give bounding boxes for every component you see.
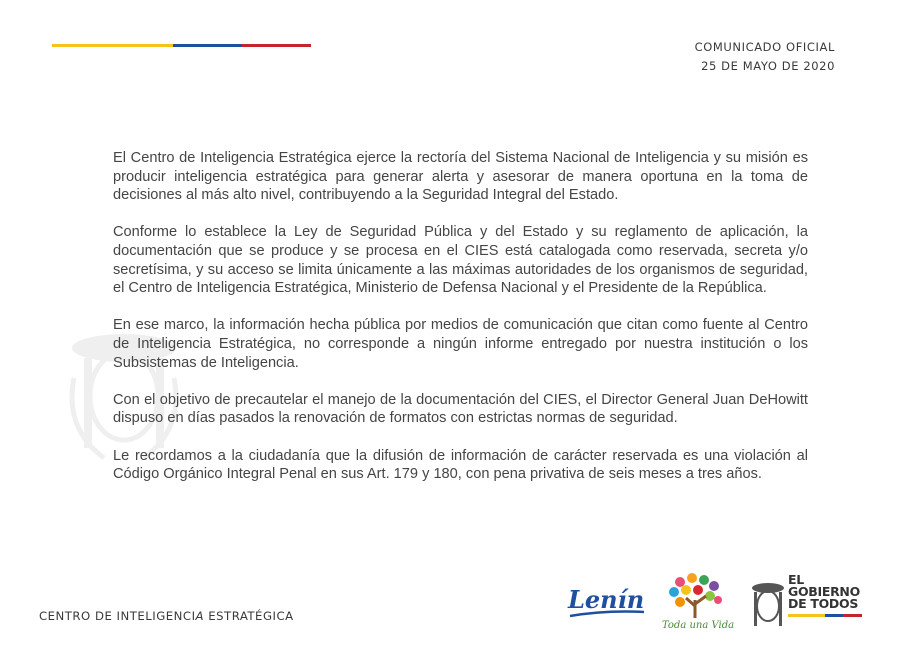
footer-org-name: CENTRO DE INTELIGENCIA ESTRATÉGICA	[39, 609, 294, 623]
communique-body	[113, 149, 808, 502]
flag-yellow-stripe	[52, 44, 173, 47]
paragraph-4: Con el objetivo de precautelar el manejo de la documentación del CIES, el Director General Juan DeHowitt dispuso en días pasados la renovación de formatos con estrictas normas de seguridad.	[113, 391, 808, 427]
footer-logos	[566, 570, 866, 636]
paragraph-1: El Centro de Inteligencia Estratégica ejerce la rectoría del Sistema Nacional de Inteligencia y su misión es producir inteligencia estratégica para generar alerta y asesorar de manera oportuna en la toma de decisiones al más alto nivel, contribuyendo a la Seguridad Integral del Estado.	[113, 150, 808, 204]
document-date: 25 DE MAYO DE 2020	[701, 59, 835, 73]
svg-text:Lenín: Lenín	[568, 585, 645, 614]
gobierno-de-todos-text: EL GOBIERNO DE TODOS	[788, 572, 860, 611]
flag-stripe	[52, 44, 311, 47]
toda-una-vida-caption: Toda una Vida	[662, 620, 735, 631]
paragraph-2: Conforme lo establece la Ley de Seguridad Pública y del Estado y su reglamento de aplicación, la documentación que se produce y se procesa en el CIES está catalogada como reservada, secreta y/o secretísima, y su acceso se limita únicamente a las máximas autoridades de los organismos de seguridad, el Centro de Inteligencia Estratégica, Ministerio de Defensa Nacional y el Presidente de la República.	[113, 224, 808, 297]
document-type: COMUNICADO OFICIAL	[694, 40, 835, 54]
paragraph-5: Le recordamos a la ciudadanía que la difusión de información de carácter reservada es una violación al Código Orgánico Integral Penal en sus Art. 179 y 180, con pena privativa de seis meses a tres años.	[113, 447, 808, 483]
paragraph-3: En ese marco, la información hecha pública por medios de comunicación que citan como fuente al Centro de Inteligencia Estratégica, no corresponde a ningún informe entregado por nuestra institución o los Subsistemas de Inteligencia.	[113, 317, 808, 371]
flag-red-stripe	[242, 44, 311, 47]
document-header	[695, 38, 835, 76]
flag-blue-stripe	[173, 44, 242, 47]
lenin-logo	[566, 580, 648, 622]
gobierno-flag-bar	[788, 614, 862, 617]
